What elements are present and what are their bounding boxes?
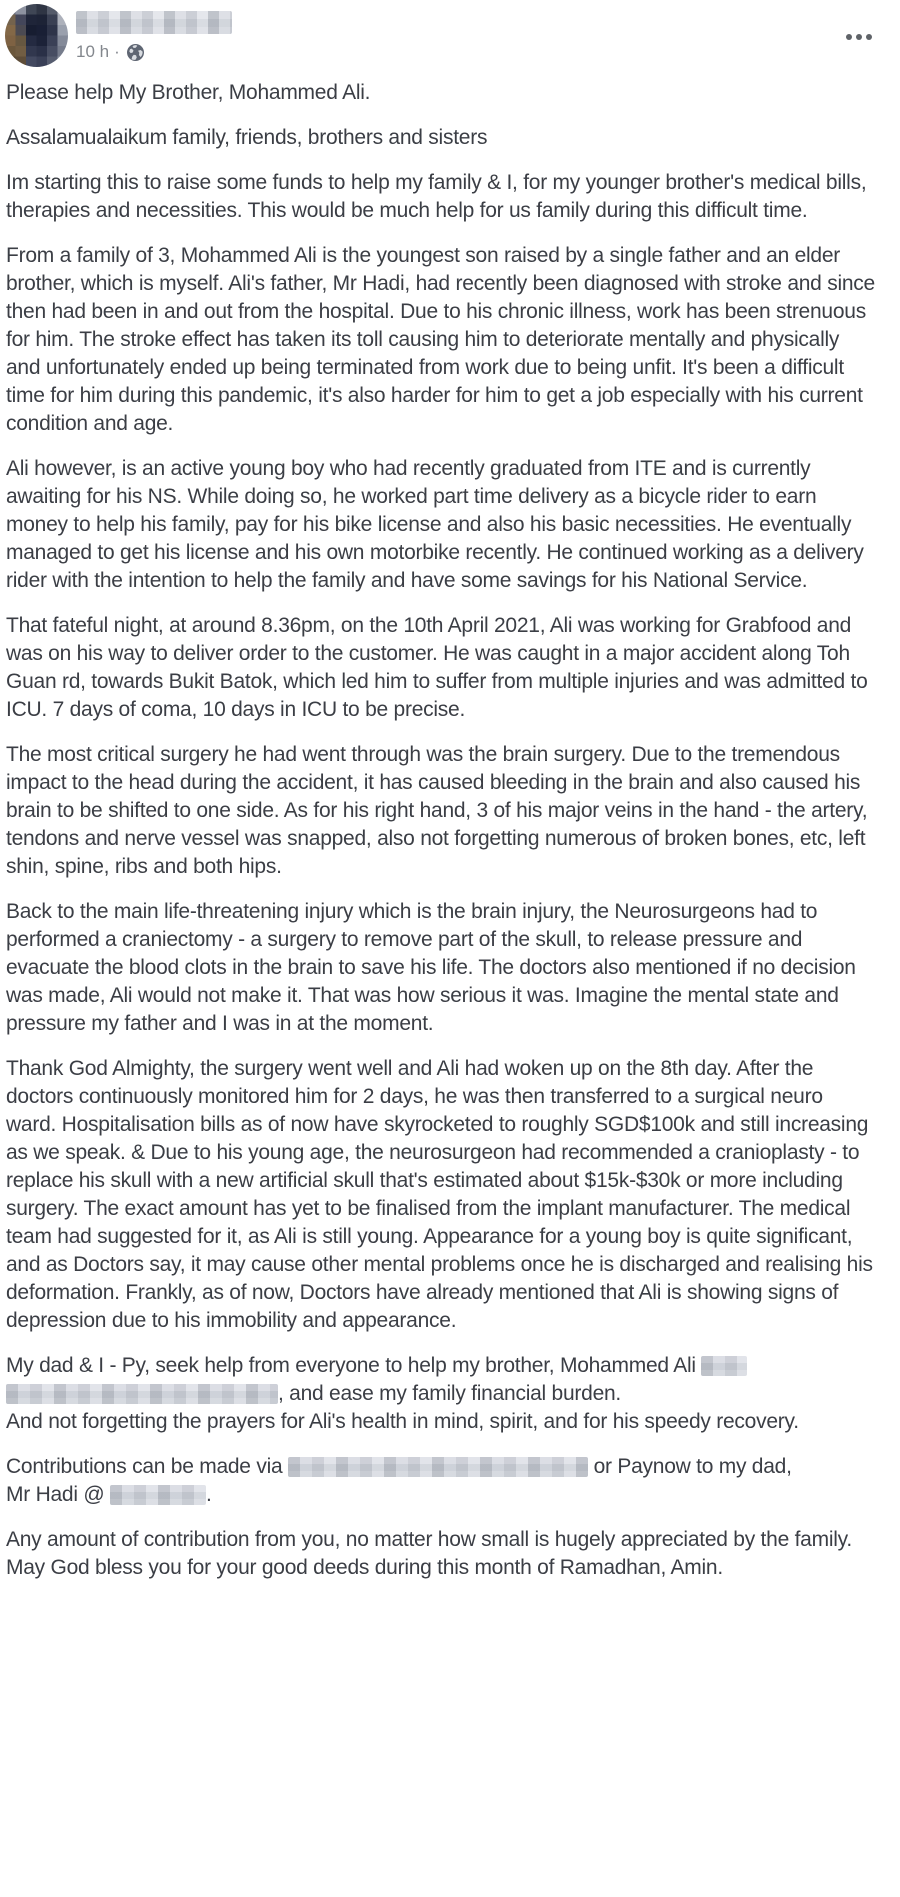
post-paragraph: Contributions can be made via or Paynow to my dad, Mr Hadi @ . [6, 1455, 792, 1506]
post-text [0, 70, 900, 1582]
timestamp[interactable]: 10 h [76, 42, 110, 61]
post-paragraph: From a family of 3, Mohammed Ali is the youngest son raised by a single father and an elder brother, which is myself. Ali's father, Mr Hadi, had recently been diagnosed with stroke and since then had been in and out from the hospital. Due to his chronic illness, work has been strenuous for him. The stroke effect has taken its toll causing him to deteriorate mentally and physically and unfortunately ended up being terminated from work due to being unfit. It's been a difficult time for him during this pandemic, it's also harder for him to get a job especially with his current condition and age. [6, 244, 875, 435]
post-paragraph: My dad & I - Py, seek help from everyone to help my brother, Mohammed Ali , and ease my family financial burden. And not forgetting the prayers for Ali's health in mind, spirit, and for his speedy recovery. [6, 1354, 799, 1433]
post-paragraph: Assalamualaikum family, friends, brothers and sisters [6, 126, 488, 149]
redacted-text [701, 1356, 747, 1376]
post-paragraph: Any amount of contribution from you, no matter how small is hugely appreciated by the family. May God bless you for your good deeds during this month of Ramadhan, Amin. [6, 1528, 852, 1579]
avatar[interactable] [5, 4, 68, 67]
globe-icon [127, 44, 144, 61]
avatar-blurred-image [5, 4, 68, 67]
redacted-text [288, 1457, 588, 1477]
post-paragraph: The most critical surgery he had went through was the brain surgery. Due to the tremendous impact to the head during the accident, it has caused bleeding in the brain and also caused his brain to be shifted to one side. As for his right hand, 3 of his major veins in the hand - the artery, tendons and nerve vessel was snapped, also not forgetting numerous of broken bones, etc, left shin, spine, ribs and both hips. [6, 743, 868, 878]
redacted-text [110, 1485, 206, 1505]
post-paragraph: Im starting this to raise some funds to help my family & I, for my younger brother's medical bills, therapies and necessities. This would be much help for us family during this difficult time. [6, 171, 867, 222]
post-header [0, 0, 900, 70]
author-name-redacted[interactable] [76, 11, 232, 34]
post-paragraph: Please help My Brother, Mohammed Ali. [6, 81, 371, 104]
post-paragraph: That fateful night, at around 8.36pm, on the 10th April 2021, Ali was working for Grabfood and was on his way to deliver order to the customer. He was caught in a major accident along Toh Guan rd, towards Bukit Batok, which led him to suffer from multiple injuries and was admitted to ICU. 7 days of coma, 10 days in ICU to be precise. [6, 614, 868, 721]
more-options-button[interactable] [844, 28, 874, 46]
redacted-text [6, 1384, 278, 1404]
post-paragraph: Back to the main life-threatening injury which is the brain injury, the Neurosurgeons had to performed a craniectomy - a surgery to remove part of the skull, to release pressure and evacuate the blood clots in the brain to save his life. The doctors also mentioned if no decision was made, Ali would not make it. That was how serious it was. Imagine the mental state and pressure my father and I was in at the moment. [6, 900, 856, 1035]
post-paragraph: Ali however, is an active young boy who had recently graduated from ITE and is currently awaiting for his NS. While doing so, he worked part time delivery as a bicycle rider to earn money to help his family, pay for his bike license and also his basic necessities. He eventually managed to get his license and his own motorbike recently. He continued working as a delivery rider with the intention to help the family and have some savings for his National Service. [6, 457, 864, 592]
post-paragraph: Thank God Almighty, the surgery went well and Ali had woken up on the 8th day. After the doctors continuously monitored him for 2 days, he was then transferred to a surgical neuro ward. Hospitalisation bills as of now have skyrocketed to roughly SGD$100k and still increasing as we speak. & Due to his young age, the neurosurgeon had recommended a cranioplasty - to replace his skull with a new artificial skull that's estimated about $15k-$30k or more including surgery. The exact amount has yet to be finalised from the implant manufacturer. The medical team had suggested for it, as Ali is still young. Appearance for a young boy is quite significant, and as Doctors say, it may cause other mental problems once he is discharged and realising his deformation. Frankly, as of now, Doctors have already mentioned that Ali is showing signs of depression due to his immobility and appearance. [6, 1057, 873, 1332]
post-meta[interactable] [76, 42, 144, 62]
meta-separator: · [114, 42, 120, 61]
ellipsis-icon [846, 34, 852, 40]
